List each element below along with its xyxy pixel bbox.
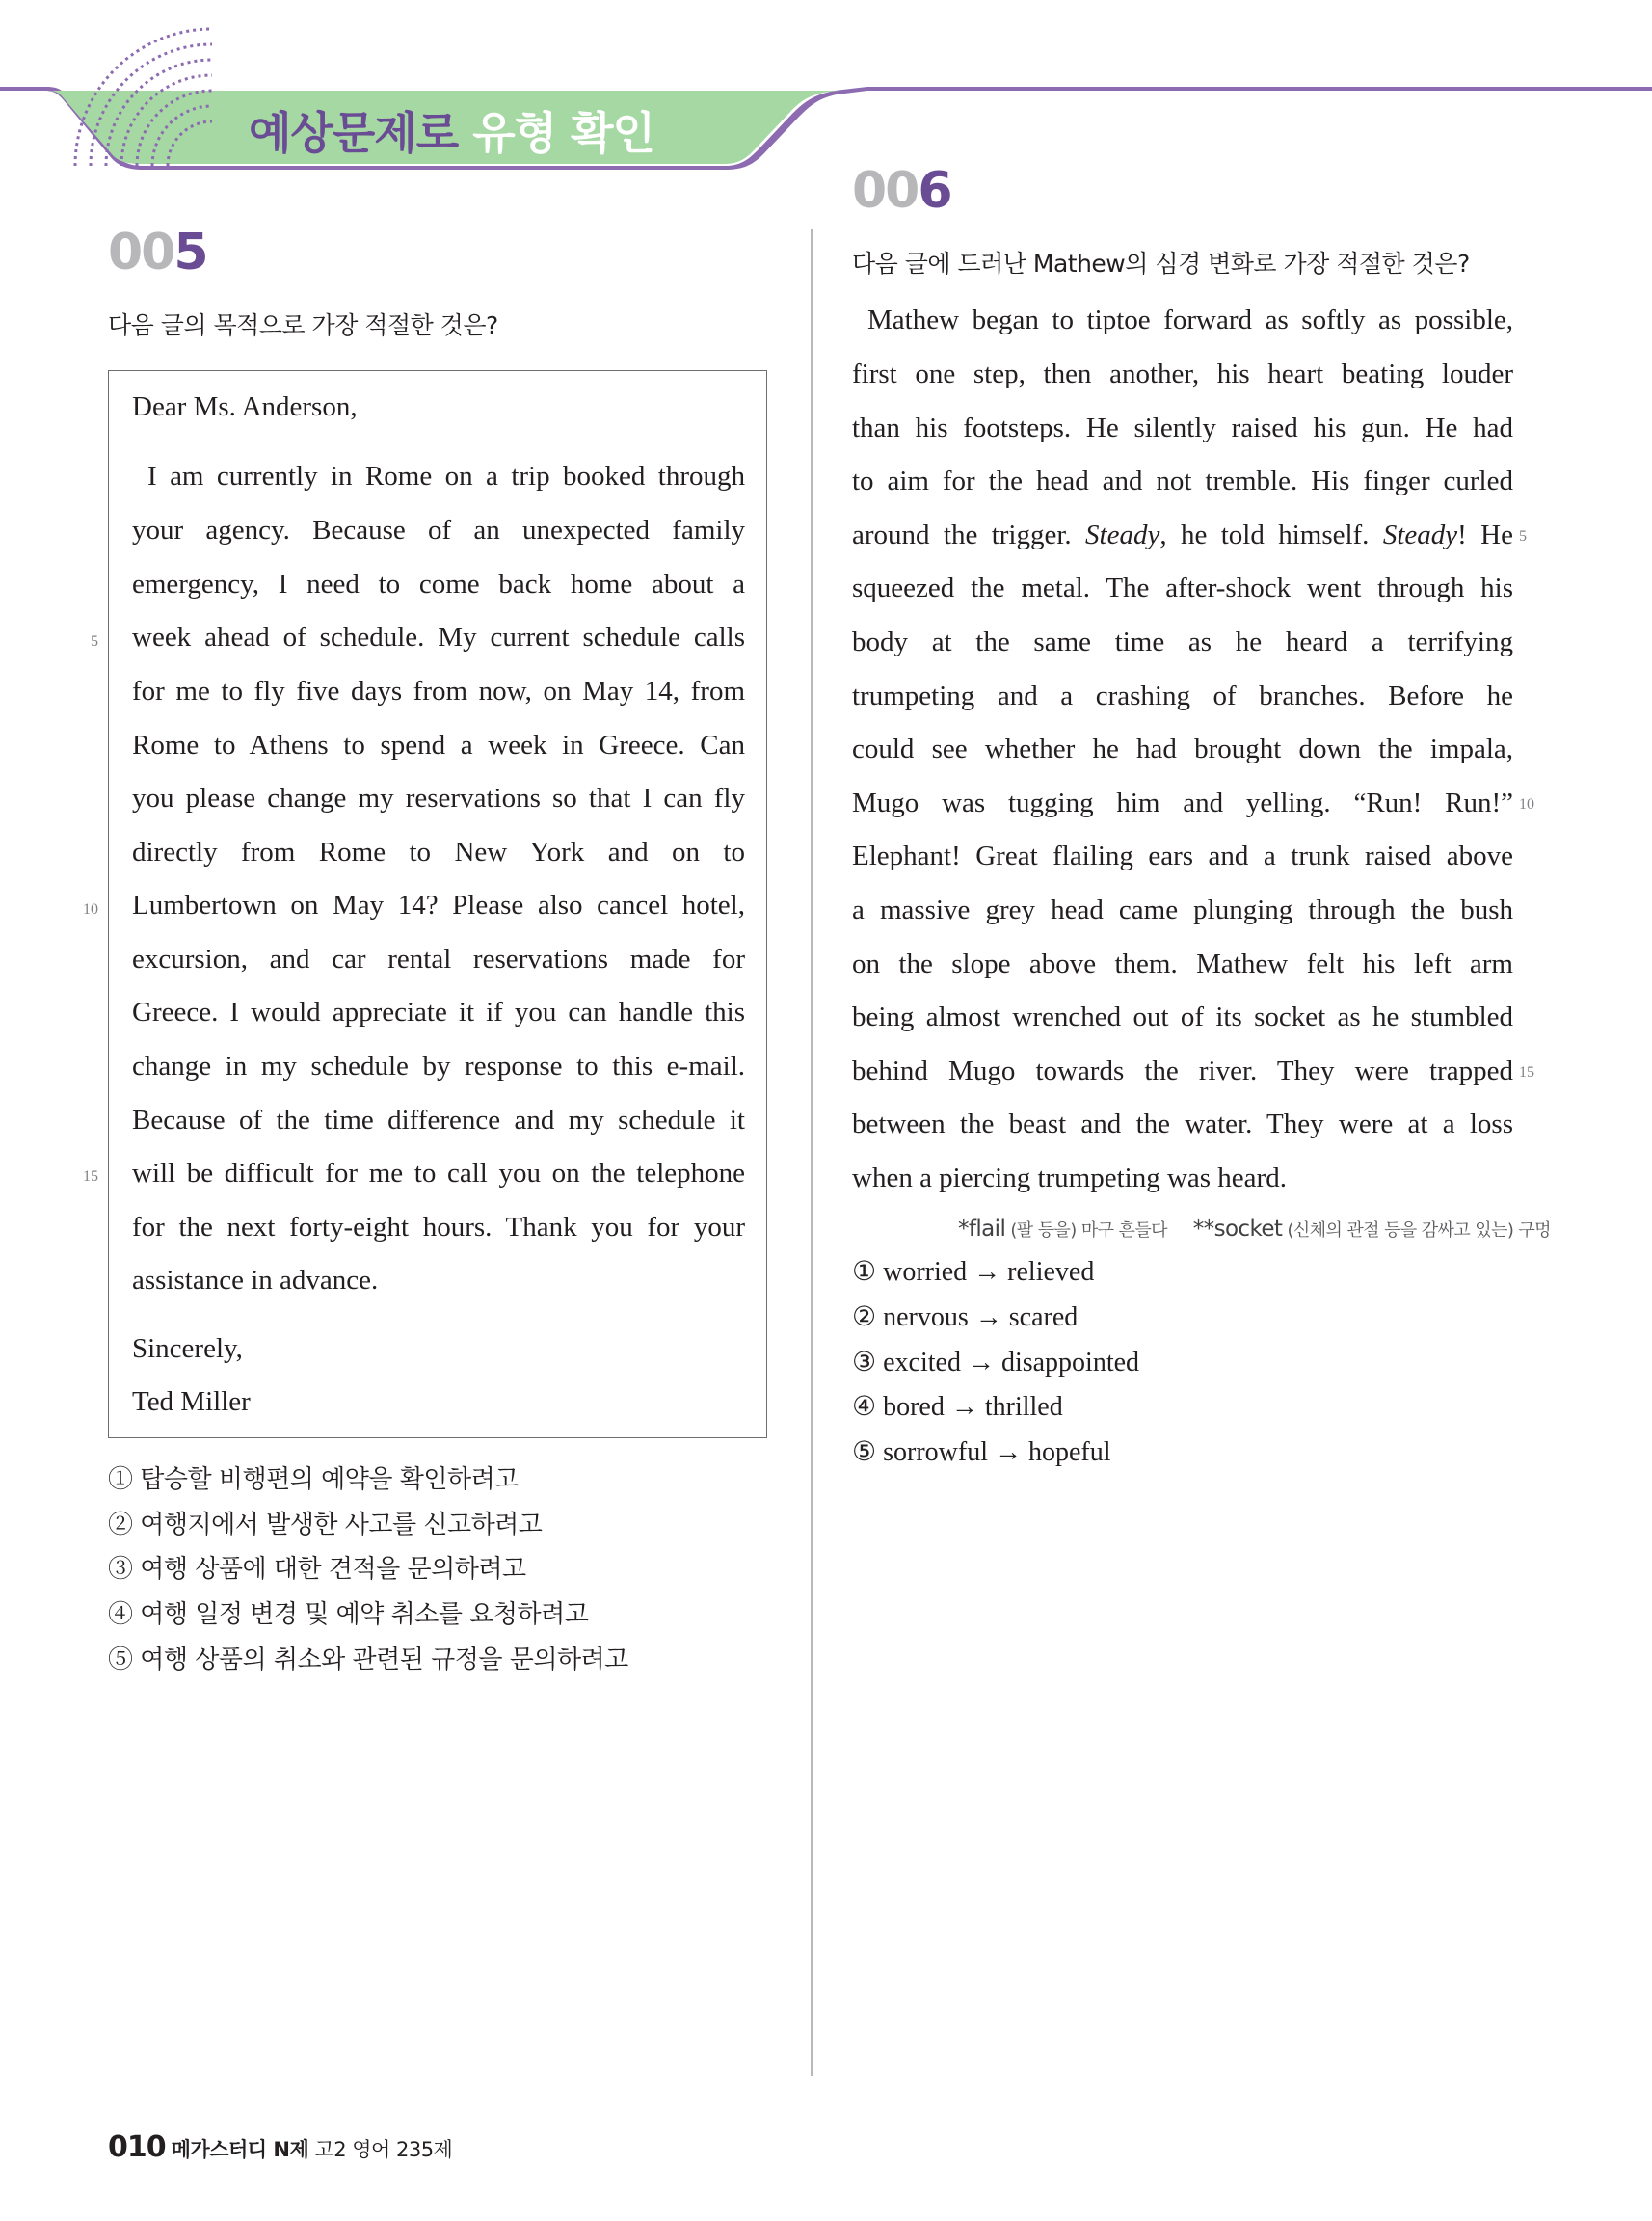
footnote-flail-word: *flail [958, 1217, 1006, 1242]
section-title [249, 98, 654, 162]
passage-line: Elephant! Great flailing ears and a trunk raised above [852, 841, 1513, 871]
line-number: 5 [1519, 528, 1527, 545]
passage-line: squeezed the metal. The after-shock went through his [852, 573, 1513, 603]
passage-line: first one step, then another, his heart beating louder [852, 359, 1513, 389]
letter-line: assistance in advance. [132, 1265, 379, 1296]
answer-option-3[interactable]: ③ excited → disappointed [852, 1348, 1140, 1378]
passage-line: Mugo was tugging him and yelling. “Run! Run!” [852, 788, 1513, 818]
footnote-flail-def: (팔 등을) 마구 흔들다 [1005, 1220, 1167, 1241]
letter-line: will be difficult for me to call you on the telephone [132, 1158, 745, 1189]
passage-line: when a piercing trumpeting was heard. [852, 1163, 1287, 1193]
answer-option-2[interactable]: ② 여행지에서 발생한 사고를 신고하려고 [108, 1511, 543, 1539]
passage-line: between the beast and the water. They were at a loss [852, 1109, 1513, 1139]
footnote [958, 1217, 1551, 1242]
column-divider [811, 229, 813, 2076]
book-subtitle: 고2 영어 235제 [308, 2138, 453, 2161]
section-title-part2: 유형 확인 [458, 107, 654, 159]
passage-line: being almost wrenched out of its socket as he stumbled [852, 1002, 1513, 1032]
page-footer [108, 2130, 452, 2164]
book-title: 메가스터디 N제 [171, 2138, 309, 2161]
letter-signature: Ted Miller [132, 1386, 251, 1417]
letter-line: week ahead of schedule. My current schedule calls [132, 622, 745, 653]
question-prompt-005: 다음 글의 목적으로 가장 적절한 것은? [108, 311, 498, 339]
answer-option-3[interactable]: ③ 여행 상품에 대한 견적을 문의하려고 [108, 1555, 526, 1584]
letter-line: your agency. Because of an unexpected family [132, 515, 745, 546]
line-number: 10 [83, 901, 98, 918]
answer-option-5[interactable]: ⑤ 여행 상품의 취소와 관련된 규정을 문의하려고 [108, 1646, 628, 1674]
letter-line: emergency, I need to come back home about a [132, 569, 745, 600]
passage-line: trumpeting and a crashing of branches. Before he [852, 681, 1513, 711]
answer-option-5[interactable]: ⑤ sorrowful → hopeful [852, 1437, 1111, 1467]
passage-line: than his footsteps. He silently raised his gun. He had [852, 413, 1513, 443]
question-number-006: 006 [852, 162, 951, 220]
page-number: 010 [108, 2130, 166, 2164]
passage-line: Mathew began to tiptoe forward as softly as possible, [867, 305, 1513, 335]
line-number: 15 [1519, 1064, 1534, 1081]
letter-line: for the next forty-eight hours. Thank you for your [132, 1212, 745, 1243]
letter-line: directly from Rome to New York and on to [132, 837, 745, 868]
passage-line: to aim for the head and not tremble. His finger curled [852, 466, 1513, 496]
letter-line: Rome to Athens to spend a week in Greece. Can [132, 730, 745, 761]
letter-line: I am currently in Rome on a trip booked through [147, 461, 745, 492]
footnote-socket-def: (신체의 관절 등을 감싸고 있는) 구멍 [1282, 1220, 1551, 1241]
line-number: 10 [1519, 796, 1534, 813]
passage-line: on the slope above them. Mathew felt his left arm [852, 949, 1513, 979]
answer-option-1[interactable]: ① 탑승할 비행편의 예약을 확인하려고 [108, 1465, 519, 1494]
letter-line: change in my schedule by response to this e-mail. [132, 1051, 745, 1082]
answer-option-4[interactable]: ④ 여행 일정 변경 및 예약 취소를 요청하려고 [108, 1600, 589, 1629]
footnote-socket-word: **socket [1192, 1217, 1283, 1242]
letter-line: excursion, and car rental reservations made for [132, 944, 745, 975]
letter-salutation: Dear Ms. Anderson, [132, 391, 358, 422]
question-prompt-006: 다음 글에 드러난 Mathew의 심경 변화로 가장 적절한 것은? [852, 250, 1470, 278]
section-title-part1: 예상문제로 [249, 107, 459, 159]
letter-line: you please change my reservations so that I can fly [132, 783, 745, 814]
letter-line: Greece. I would appreciate it if you can handle this [132, 997, 745, 1028]
passage-line-5: around the trigger. Steady, he told himself. Steady! He [852, 520, 1513, 550]
passage-line: a massive grey head came plunging through the bush [852, 895, 1513, 925]
letter-line: Because of the time difference and my schedule it [132, 1105, 745, 1136]
line-number: 15 [83, 1168, 98, 1185]
passage-line: behind Mugo towards the river. They were trapped [852, 1056, 1513, 1086]
passage-line: could see whether he had brought down the impala, [852, 734, 1513, 764]
answer-option-2[interactable]: ② nervous → scared [852, 1302, 1079, 1332]
answer-option-1[interactable]: ① worried → relieved [852, 1257, 1095, 1287]
letter-line: for me to fly five days from now, on May 14, from [132, 676, 745, 707]
letter-line: Lumbertown on May 14? Please also cancel hotel, [132, 890, 745, 921]
passage-line: body at the same time as he heard a terrifying [852, 627, 1513, 657]
question-number-005: 005 [108, 224, 207, 281]
letter-closing: Sincerely, [132, 1333, 243, 1364]
answer-option-4[interactable]: ④ bored → thrilled [852, 1392, 1063, 1422]
line-number: 5 [91, 633, 98, 650]
